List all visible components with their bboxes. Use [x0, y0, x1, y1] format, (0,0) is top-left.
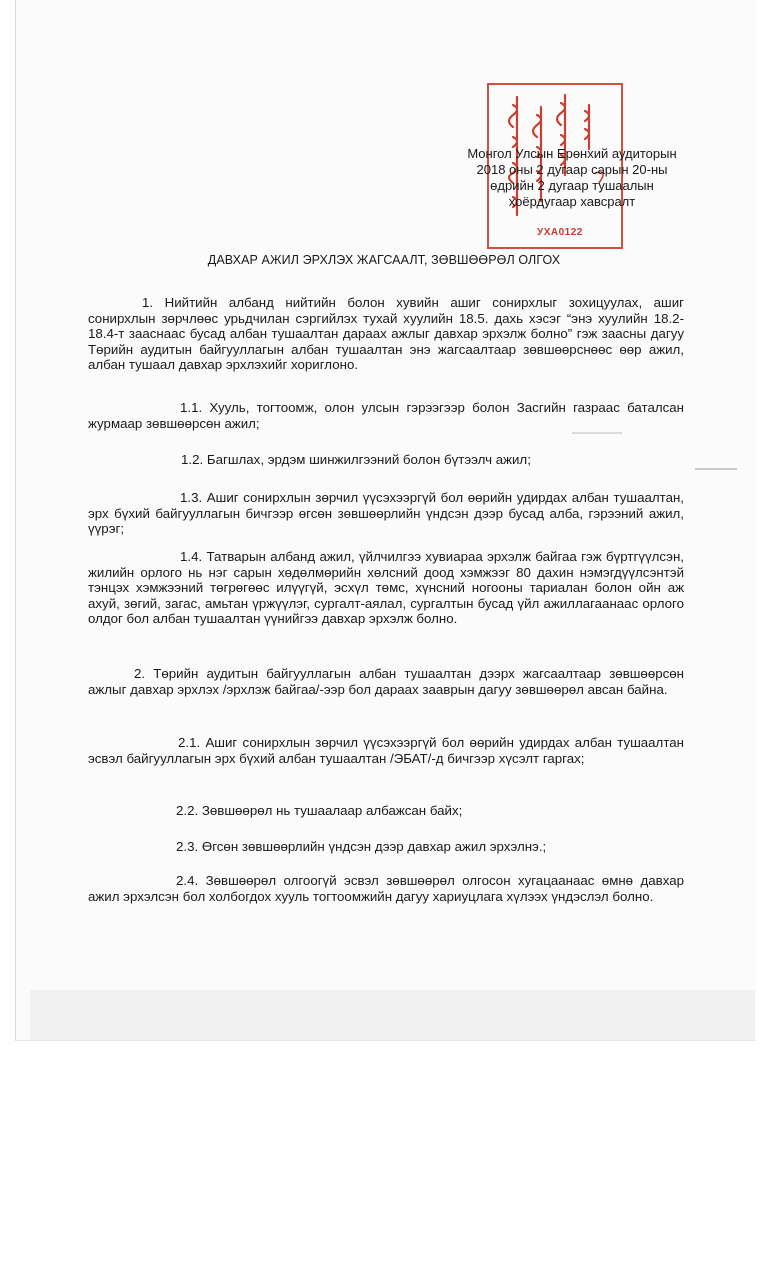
item-2-1: 2.1. Ашиг сонирхлын зөрчил үүсэхээргүй бол өөрийн удирдах албан тушаалтан эсвэл байгууллагын эрх бүхий албан тушаалтан /ЭБАТ/-д бичгээр хүсэлт гаргах;: [88, 735, 684, 766]
paragraph-2: 2. Төрийн аудитын байгууллагын албан тушаалтан дээрх жагсаалтаар зөвшөөрсөн ажлыг давхар эрхлэх /эрхлэж байгаа/-ээр бол дараах зааврын дагуу зөвшөөрөл авсан байна.: [88, 666, 684, 697]
item-2-2: 2.2. Зөвшөөрөл нь тушаалаар албажсан байх;: [176, 803, 463, 818]
item-1-2: 1.2. Багшлах, эрдэм шинжилгээний болон бүтээлч ажил;: [181, 452, 531, 467]
item-1-4: 1.4. Татварын албанд ажил, үйлчилгээ хувиараа эрхэлж байгаа гэж бүртгүүлсэн, жилийн орлого нь нэг сарын хөдөлмөрийн хөлсний доод хэмжээг 80 дахин нэмэгдүүлсэнтэй тэнцэх хэмжээний төгрөгөөс илүүгүй, эсхүл төмс, хүнсний ногооны тариалан болон ойн аж ахуй, зөгий, загас, амьтан үржүүлэг, сургалт-аялал, сургалтын бусад үйл ажиллагаанаас орлого олдог бол албан тушаалтан үүнийгээ давхар эрхэлж болно.: [88, 549, 684, 627]
header-line-4: хоёрдугаар хавсралт: [508, 194, 636, 209]
header-line-3: өдрийн 2 дугаар тушаалын: [490, 178, 654, 193]
item-2-3: 2.3. Өгсөн зөвшөөрлийн үндсэн дээр давхар ажил эрхэлнэ.;: [176, 839, 547, 854]
item-1-1: 1.1. Хууль, тогтоомж, олон улсын гэрээгээр болон Засгийн газраас баталсан журмаар зөвшөөрсөн ажил;: [88, 400, 684, 431]
scan-mark: [572, 432, 622, 434]
item-2-4: 2.4. Зөвшөөрөл олгоогүй эсвэл зөвшөөрөл олгосон хугацаанаас өмнө давхар ажил эрхэлсэн бол холбогдох хууль тогтоомжийн дагуу хариуцлага хүлээх үндэслэл болно.: [88, 873, 684, 904]
paragraph-1: 1. Нийтийн албанд нийтийн болон хувийн ашиг сонирхлыг зохицуулах, ашиг сонирхлын зөрчлөөс урьдчилан сэргийлэх тухай хуулийн 18.5. дахь хэсэг “энэ хуулийн 18.2-18.4-т зааснаас бусад албан тушаалтан дараах ажлыг давхар эрхэлж болно” гэж заасны дагуу Төрийн аудитын байгууллагын албан тушаалтан энэ жагсаалтаар зөвшөөрснөөс өөр ажил, албан тушаал давхар эрхлэхийг хориглоно.: [88, 295, 684, 373]
sheet-shadow: [30, 990, 755, 1040]
header-line-1: Монгол Улсын Ерөнхий аудиторын: [467, 146, 677, 161]
scan-mark: [695, 468, 737, 470]
stamp-code: УХА0122: [537, 227, 583, 238]
item-1-3: 1.3. Ашиг сонирхлын зөрчил үүсэхээргүй бол өөрийн удирдах албан тушаалтан, эрх бүхий байгууллагын бичгээр өгсөн зөвшөөрлийн үндсэн дээр бусад алба, гэрээний ажил, үүрэг;: [88, 490, 684, 537]
document-title: ДАВХАР АЖИЛ ЭРХЛЭХ ЖАГСААЛТ, ЗӨВШӨӨРӨЛ ОЛГОХ: [207, 253, 561, 267]
header-line-2: 2018 оны 2 дугаар сарын 20-ны: [476, 162, 668, 177]
